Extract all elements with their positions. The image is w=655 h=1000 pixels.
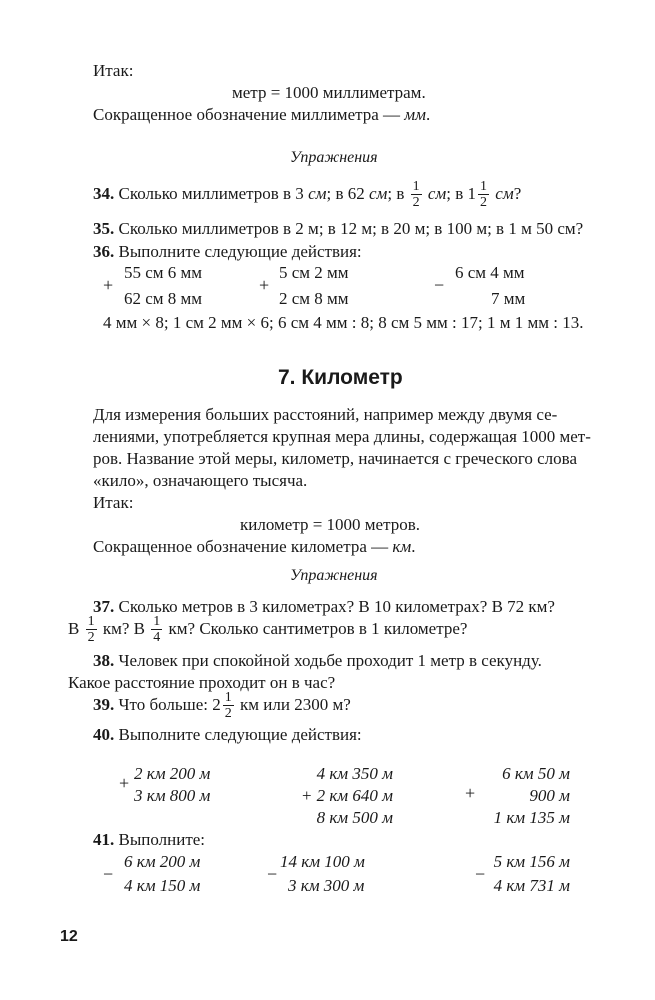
ex40-col2-row1: 4 км 350 м bbox=[316, 764, 393, 783]
paragraph-line-1: Для измерения больших расстояний, например между двумя се- bbox=[93, 405, 558, 424]
ex36-col1-top: 55 см 6 мм bbox=[124, 263, 203, 282]
exercise-37-line-1: 37. Сколько метров в 3 километрах? В 10 километрах? В 72 км? bbox=[93, 597, 555, 616]
exercise-36: 36. Выполните следующие действия: bbox=[93, 242, 362, 261]
minus-sign: − bbox=[103, 864, 114, 884]
exercise-38-line-1: 38. Человек при спокойной ходьбе проходит 1 метр в секунду. bbox=[93, 651, 542, 670]
ex41-col1-top: 6 км 200 м bbox=[124, 852, 201, 871]
ex40-col3-row2: 900 м bbox=[529, 786, 570, 805]
plus-sign: + bbox=[259, 275, 270, 295]
exercise-41: 41. Выполните: bbox=[93, 830, 206, 849]
fraction-one-half-mixed: $\frac{1}{2}$ bbox=[480, 179, 488, 210]
ex40-col1-row1: 2 км 200 м bbox=[134, 764, 211, 783]
ex41-col2-top: 14 км 100 м bbox=[280, 852, 365, 871]
page-number: 12 bbox=[60, 928, 78, 945]
ex36-col3-bottom: 7 мм bbox=[491, 289, 526, 308]
ex40-col3-row3: 1 км 135 м bbox=[493, 808, 570, 827]
exercise-35: 35. Сколько миллиметров в 2 м; в 12 м; в 20 м; в 100 м; в 1 м 50 см? bbox=[93, 219, 584, 238]
paragraph-line-4: «кило», означающего тысяча. bbox=[93, 471, 308, 490]
paragraph-line-3: ров. Название этой меры, километр, начинается с греческого слова bbox=[93, 449, 578, 468]
minus-sign: − bbox=[434, 275, 445, 295]
fraction-one-half: $\frac{1}{2}$ bbox=[224, 690, 232, 722]
fraction-one-half: $\frac{1}{2}$ bbox=[412, 179, 420, 210]
exercise-40: 40. Выполните следующие действия: bbox=[93, 725, 362, 744]
intro-itak: Итак: bbox=[93, 61, 134, 80]
ex36-col2-top: 5 см 2 мм bbox=[279, 263, 349, 282]
ex40-col3-row1: 6 км 50 м bbox=[502, 764, 570, 783]
ex36-operations-line: 4 мм × 8; 1 см 2 мм × 6; 6 см 4 мм : 8; 8 см 5 мм : 17; 1 м 1 мм : 13. bbox=[103, 313, 584, 332]
paragraph-line-2: лениями, употребляется крупная мера длины, содержащая 1000 мет- bbox=[93, 427, 591, 446]
plus-sign: + bbox=[103, 275, 114, 295]
ex40-col2-row2: + 2 км 640 м bbox=[300, 786, 393, 805]
mm-abbreviation: Сокращенное обозначение миллиметра — мм. bbox=[93, 105, 431, 124]
exercise-37-line-2: В $\frac{1}{2}$ км? В $\frac{1}{4}$ км? Сколько сантиметров в 1 километре? bbox=[68, 614, 468, 646]
section-itak: Итак: bbox=[93, 493, 134, 512]
exercise-38-line-2: Какое расстояние проходит он в час? bbox=[68, 673, 336, 692]
plus-sign: + bbox=[119, 773, 130, 793]
exercise-39: 39. Что больше: 2 $\frac{1}{2}$ км или 2300 м? bbox=[93, 690, 351, 722]
ex36-col2-bottom: 2 см 8 мм bbox=[279, 289, 349, 308]
fraction-one-quarter: $\frac{1}{4}$ bbox=[153, 614, 161, 646]
exercise-34: 34. Сколько миллиметров в 3 см; в 62 см; в $\frac{1}{2}$ см; в 1 $\frac{1}{2}$ см? bbox=[93, 179, 522, 210]
ex41-col3-bottom: 4 км 731 м bbox=[493, 876, 570, 895]
ex40-col1-row2: 3 км 800 м bbox=[134, 786, 211, 805]
exercises-heading-2: Упражнения bbox=[290, 567, 378, 584]
exercises-heading-1: Упражнения bbox=[290, 149, 378, 166]
section-title: 7. Километр bbox=[278, 366, 403, 389]
plus-sign: + bbox=[465, 783, 476, 803]
minus-sign: − bbox=[267, 864, 278, 884]
ex41-col3-top: 5 км 156 м bbox=[493, 852, 570, 871]
meter-formula: метр = 1000 миллиметрам. bbox=[232, 83, 426, 102]
km-abbreviation: Сокращенное обозначение километра — км. bbox=[93, 537, 416, 556]
ex36-col1-bottom: 62 см 8 мм bbox=[124, 289, 203, 308]
ex41-col1-bottom: 4 км 150 м bbox=[124, 876, 201, 895]
ex41-col2-bottom: 3 км 300 м bbox=[288, 876, 365, 895]
ex40-col2-row3: 8 км 500 м bbox=[316, 808, 393, 827]
minus-sign: − bbox=[475, 864, 486, 884]
km-formula: километр = 1000 метров. bbox=[240, 515, 421, 534]
ex36-col3-top: 6 см 4 мм bbox=[455, 263, 525, 282]
fraction-one-half: $\frac{1}{2}$ bbox=[87, 614, 95, 646]
